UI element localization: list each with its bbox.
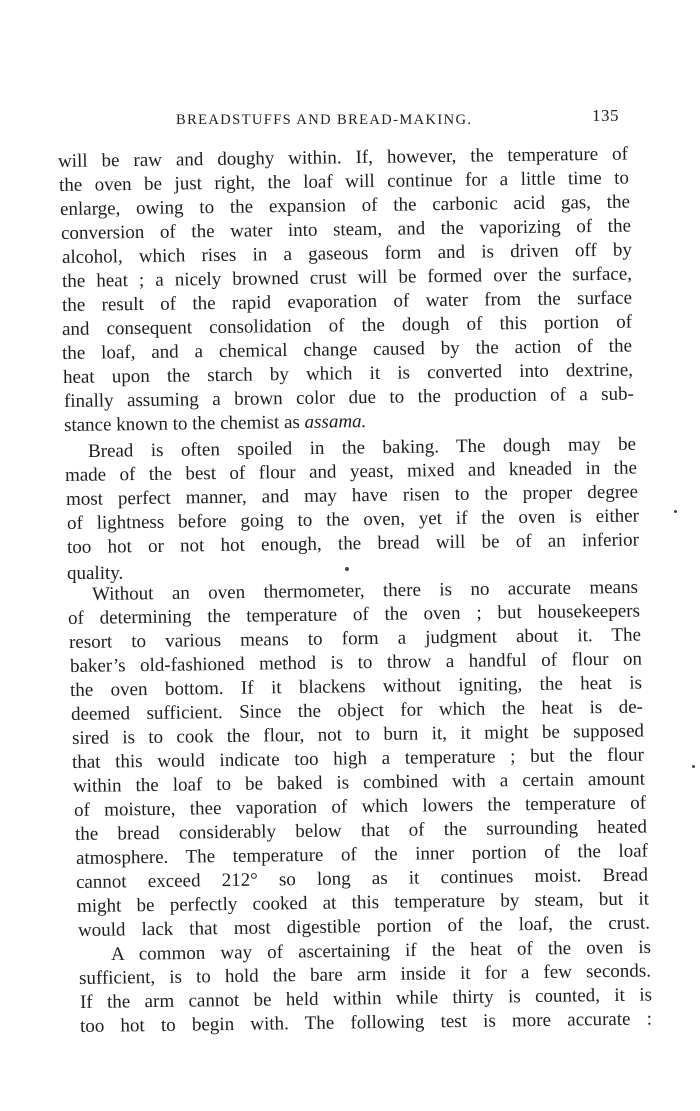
text-line: that this would indicate too high a temperature ; but the flour bbox=[71, 744, 645, 773]
running-title: BREADSTUFFS AND BREAD-MAKING. bbox=[176, 112, 473, 128]
text-line: heat upon the starch by which it is converted into dextrine, bbox=[62, 359, 634, 388]
text-line: cannot exceed 212° so long as it continues moist. Bread bbox=[75, 864, 649, 893]
text-line: baker’s old-fashioned method is to throw a handful of flour on bbox=[69, 648, 643, 677]
page-number: 135 bbox=[592, 106, 619, 125]
text-line: sired is to cook the flour, not to burn it, it might be supposed bbox=[71, 720, 645, 749]
text-line: conversion of the water into steam, and the vaporizing of the bbox=[60, 215, 632, 244]
text-line: too hot to begin with. The following test is more accurate : bbox=[79, 1008, 653, 1037]
print-speck bbox=[345, 567, 349, 571]
text-line: If the arm cannot be held within while thirty is counted, it is bbox=[79, 984, 653, 1013]
text-line: made of the best of flour and yeast, mixed and kneaded in the bbox=[64, 457, 638, 486]
text-line: resort to various means to form a judgment about it. The bbox=[68, 624, 642, 653]
print-speck bbox=[674, 510, 677, 513]
text-line: might be perfectly cooked at this temperature by steam, but it bbox=[76, 888, 650, 917]
text-line: atmosphere. The temperature of the inner portion of the loaf bbox=[75, 840, 649, 869]
text-line: will be raw and doughy within. If, however, the temperature of bbox=[57, 143, 629, 172]
text-line: alcohol, which rises in a gaseous form and is driven off by bbox=[61, 239, 633, 268]
text-line: most perfect manner, and may have risen to the proper degree bbox=[65, 481, 639, 510]
text-line: finally assuming a brown color due to the production of a sub- bbox=[63, 383, 635, 412]
text-line: the bread considerably below that of the surrounding heated bbox=[74, 816, 648, 845]
text-line: the loaf, and a chemical change caused by the action of the bbox=[61, 335, 633, 364]
text-line: and consequent consolidation of the dough of this portion of bbox=[61, 311, 633, 340]
text-line: of moisture, thee vaporation of which lowers the temperature of bbox=[73, 792, 647, 821]
text-line: Bread is often spoiled in the baking. The dough may be bbox=[87, 433, 637, 462]
text-line: stance known to the chemist as assama. bbox=[63, 411, 367, 436]
text-line: Without an oven thermometer, there is no accurate means bbox=[91, 576, 639, 605]
text-line: of determining the temperature of the oven ; but housekeepers bbox=[67, 600, 641, 629]
print-speck bbox=[692, 765, 695, 768]
text-line: too hot or not hot enough, the bread will be of an inferior bbox=[66, 529, 640, 558]
running-head bbox=[0, 106, 700, 136]
text-line: deemed sufficient. Since the object for which the heat is de- bbox=[70, 696, 644, 725]
text-line: A common way of ascertaining if the heat of the oven is bbox=[110, 936, 652, 965]
text-line: sufficient, is to hold the bare arm inside it for a few seconds. bbox=[78, 960, 652, 989]
text-line: quality. bbox=[67, 563, 124, 584]
italic-term: assama. bbox=[304, 411, 367, 433]
text-line: the oven bottom. If it blackens without igniting, the heat is bbox=[69, 672, 643, 701]
text-line: the oven be just right, the loaf will continue for a little time to bbox=[58, 167, 630, 196]
text-line: would lack that most digestible portion of the loaf, the crust. bbox=[77, 912, 651, 941]
text-line: enlarge, owing to the expansion of the carbonic acid gas, the bbox=[59, 191, 631, 220]
text-line: the heat ; a nicely browned crust will be formed over the surface, bbox=[61, 263, 633, 292]
text-line: within the loaf to be baked is combined with a certain amount bbox=[72, 768, 646, 797]
text-line: of lightness before going to the oven, yet if the oven is either bbox=[66, 505, 640, 534]
text-line: the result of the rapid evaporation of water from the surface bbox=[61, 287, 633, 316]
